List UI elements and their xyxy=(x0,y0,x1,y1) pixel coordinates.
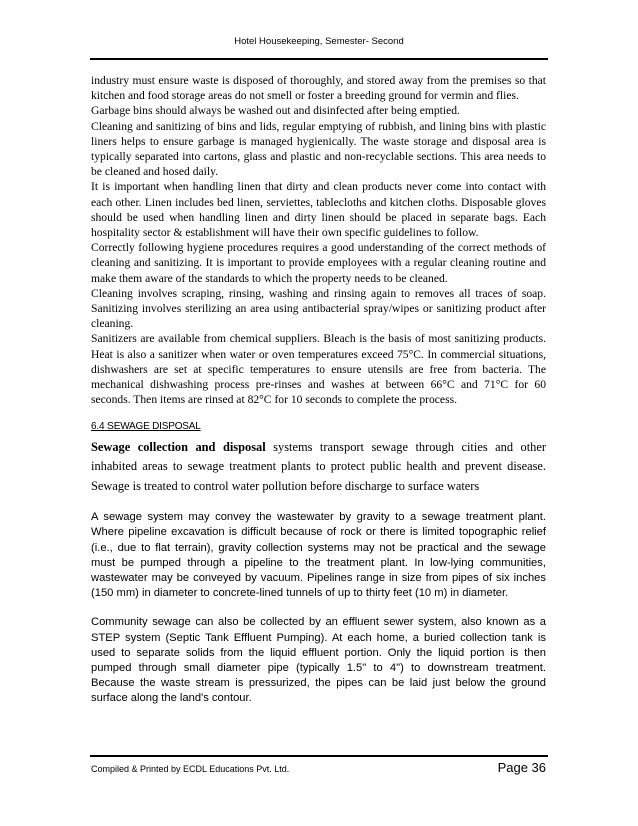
page-number: Page 36 xyxy=(497,760,546,775)
page-content xyxy=(91,73,546,707)
paragraph: Garbage bins should always be washed out and disinfected after being emptied. xyxy=(91,104,460,118)
section-title: EWAGE DISPOSAL xyxy=(113,421,201,433)
paragraph: Cleaning and sanitizing of bins and lids, regular emptying of rubbish, and lining bins with plastic liners helps to ensure garbage is managed hygienically. The waste storage and disposal area is typically separated into cartons, glass and plastic and non-recyclable sections. This area needs to be cleaned and hosed daily. xyxy=(91,119,546,179)
intro-paragraph xyxy=(91,438,546,497)
paragraph: Sanitizers are available from chemical suppliers. Bleach is the basis of most sanitizing products. Heat is also a sanitizer when water or oven temperatures exceed 75°C. In commercial situations, dishwashers are set at specific temperatures to ensure utensils are free from bacteria. The mechanical dishwashing process pre-rinses and washes at between 66°C and 71°C for 60 seconds. Then items are rinsed at 82°C for 10 seconds to complete the process. xyxy=(91,332,546,407)
running-header: Hotel Housekeeping, Semester- Second xyxy=(234,36,404,47)
footer-publisher: Compiled & Printed by ECDL Educations Pvt. Ltd. xyxy=(91,764,290,774)
section-title-initial: S xyxy=(106,420,114,433)
paragraph: Cleaning involves scraping, rinsing, washing and rinsing again to removes all traces of soap. Sanitizing involves sterilizing an area using antibacterial spray/wipes or sanitizing product after cleaning. xyxy=(91,286,546,331)
section-number: 6.4 xyxy=(91,421,105,433)
section-heading xyxy=(91,419,546,434)
paragraph: A sewage system may convey the wastewater by gravity to a sewage treatment plant. Where pipeline excavation is difficult because of rock or there is limited topographic relief (i.e., due to flat terrain), gravity collection systems may not be practical and the sewage must be pumped through a pipeline to the treatment plant. In low-lying communities, wastewater may be conveyed by vacuum. Pipelines range in size from pipes of six inches (150 mm) in diameter to concrete-lined tunnels of up to thirty feet (10 m) in diameter. xyxy=(91,511,546,600)
paragraph: It is important when handling linen that dirty and clean products never come into contact with each other. Linen includes bed linen, serviettes, tablecloths and kitchen cloths. Disposable gloves should be used when handling linen and dirty linen should be placed in separate bags. Each hospitality sector & establishment will have their own specific guidelines to follow. xyxy=(91,180,546,240)
intro-term: Sewage collection and disposal xyxy=(91,439,266,454)
footer-divider xyxy=(90,755,548,757)
paragraph: Community sewage can also be collected by an effluent sewer system, also known as a STEP system (Septic Tank Effluent Pumping). At each home, a buried collection tank is used to separate solids from the liquid effluent portion. Only the liquid portion is then pumped through small diameter pipe (typically 1.5" to 4") to downstream treatment. Because the waste stream is pressurized, the pipes can be laid just below the ground surface along the land's contour. xyxy=(91,616,546,705)
intro-text: systems transport sewage through cities and other inhabited areas to sewage treatment plants to protect public health and prevent disease. Sewage is treated to control water pollution before discharge to surface waters xyxy=(91,439,547,493)
paragraph: Correctly following hygiene procedures requires a good understanding of the correct methods of cleaning and sanitizing. It is important to provide employees with a regular cleaning routine and make them aware of the standards to which the property needs to be cleaned. xyxy=(91,241,546,285)
paragraph: industry must ensure waste is disposed of thoroughly, and stored away from the premises so that kitchen and food storage areas do not smell or foster a breeding ground for vermin and flies. xyxy=(91,74,546,103)
header-divider xyxy=(90,58,548,60)
